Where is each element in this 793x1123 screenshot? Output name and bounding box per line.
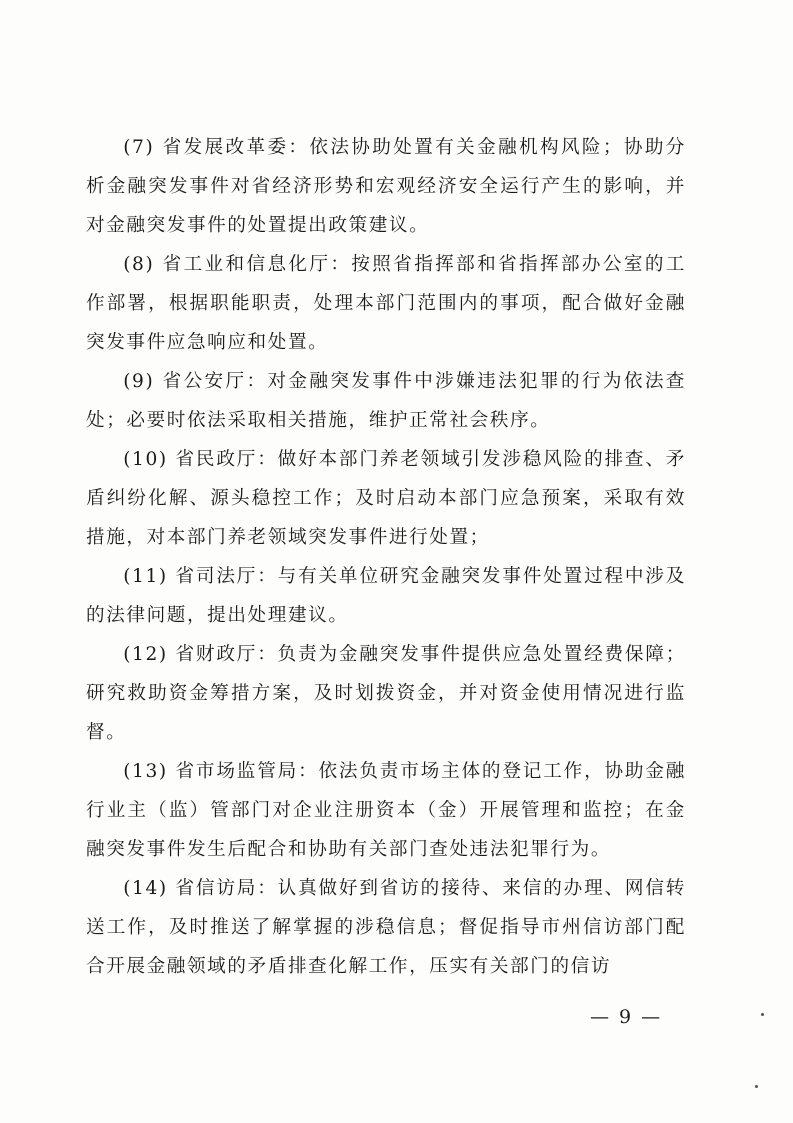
paragraph-item-8: (8) 省工业和信息化厅：按照省指挥部和省指挥部办公室的工作部署，根据职能职责，处理本部门范围内的事项，配合做好金融突发事件应急响应和处置。 [86,254,686,353]
paragraph-item-11: (11) 省司法厅：与有关单位研究金融突发事件处置过程中涉及的法律问题，提出处理建议。 [86,566,686,626]
document-body [86,128,686,986]
paragraph-item-10: (10) 省民政厅：做好本部门养老领域引发涉稳风险的排查、矛盾纠纷化解、源头稳控工作；及时启动本部门应急预案，采取有效措施，对本部门养老领域突发事件进行处置； [86,449,686,548]
page-number: — 9 — [590,1006,663,1028]
scan-speck-mark [755,1085,758,1088]
paragraph-item-9: (9) 省公安厅：对金融突发事件中涉嫌违法犯罪的行为依法查处；必要时依法采取相关措施，维护正常社会秩序。 [86,371,686,431]
scan-speck-mark [761,1013,764,1016]
paragraph-item-12: (12) 省财政厅：负责为金融突发事件提供应急处置经费保障；研究救助资金筹措方案，及时划拨资金，并对资金使用情况进行监督。 [86,644,686,743]
paragraph-item-14: (14) 省信访局：认真做好到省访的接待、来信的办理、网信转送工作，及时推送了解掌握的涉稳信息；督促指导市州信访部门配合开展金融领域的矛盾排查化解工作，压实有关部门的信访 [86,878,686,977]
paragraph-item-13: (13) 省市场监管局：依法负责市场主体的登记工作，协助金融行业主（监）管部门对企业注册资本（金）开展管理和监控；在金融突发事件发生后配合和协助有关部门查处违法犯罪行为。 [86,761,686,860]
paragraph-item-7: (7) 省发展改革委：依法协助处置有关金融机构风险；协助分析金融突发事件对省经济形势和宏观经济安全运行产生的影响，并对金融突发事件的处置提出政策建议。 [86,137,686,236]
